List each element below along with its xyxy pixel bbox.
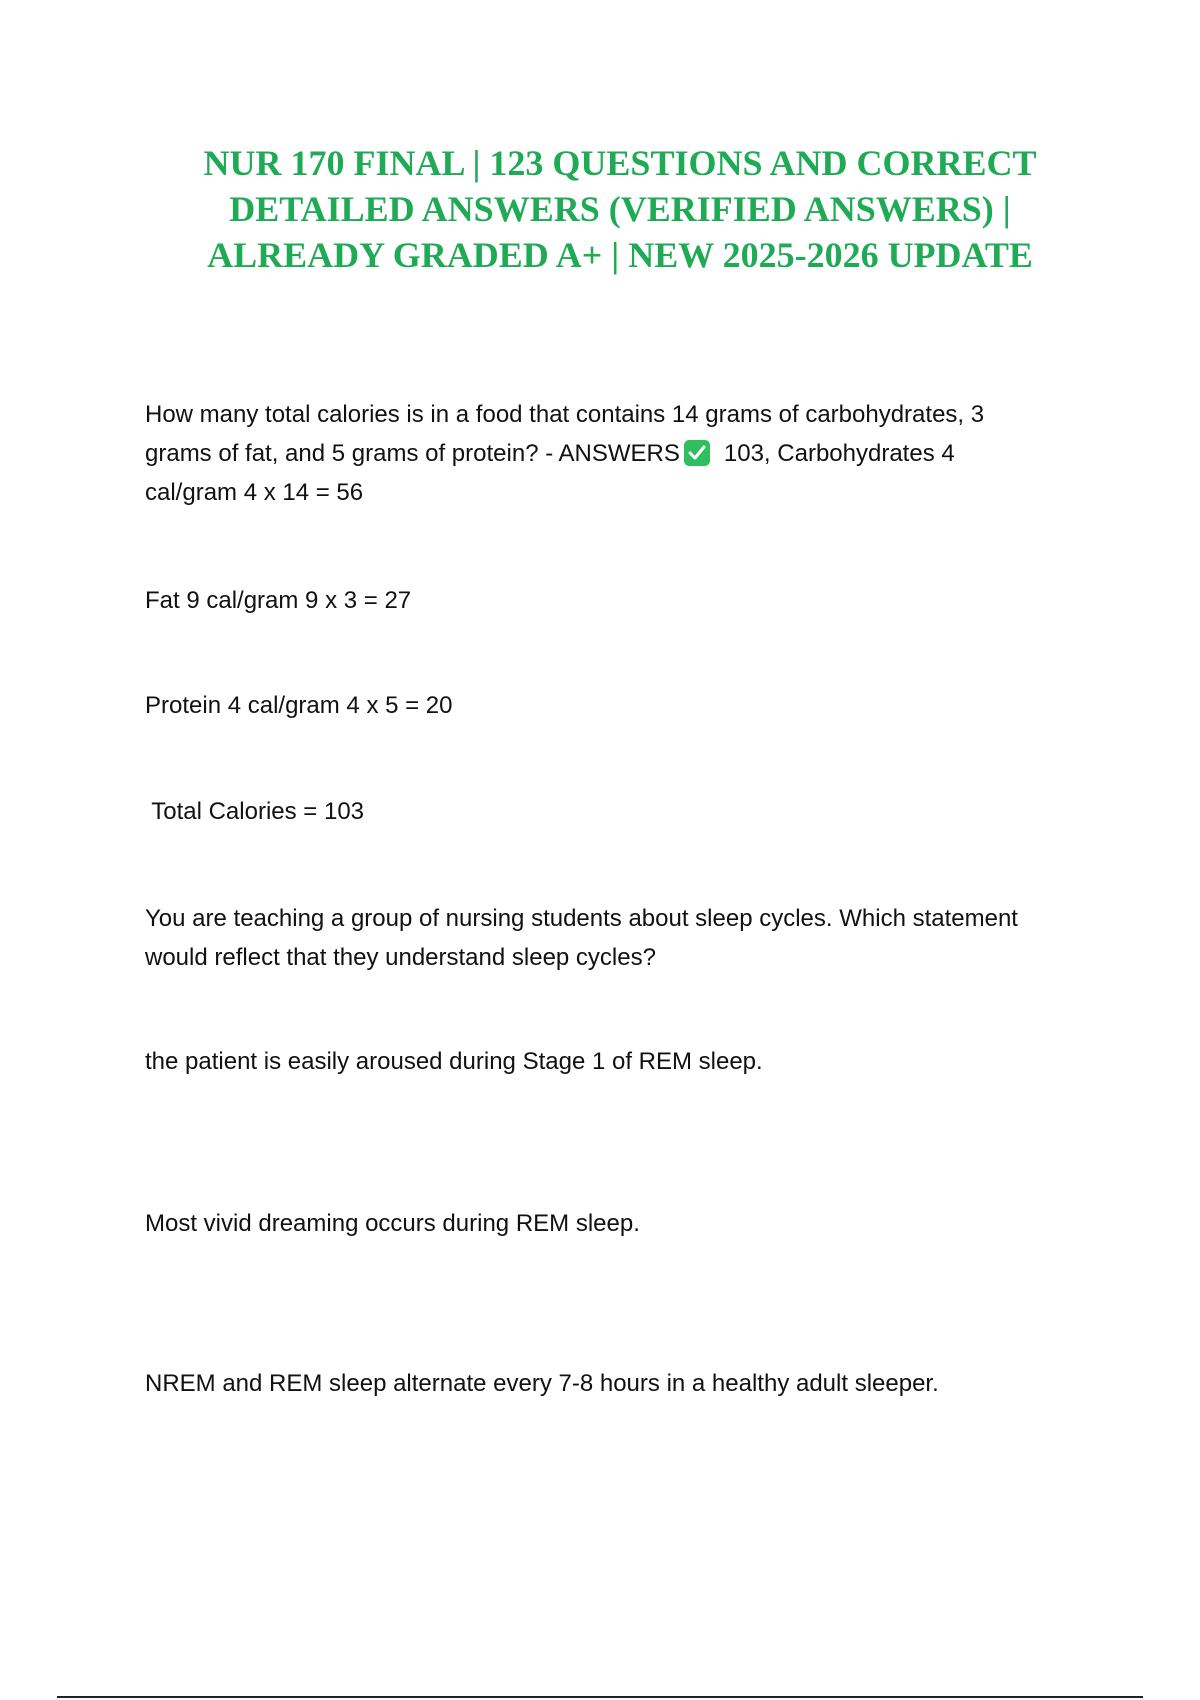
check-mark-icon <box>684 440 710 466</box>
option-3 <box>145 1364 1105 1403</box>
fat-calculation-text: Fat 9 cal/gram 9 x 3 = 27 <box>145 587 412 614</box>
question-1-line-2 <box>145 434 1105 473</box>
footer-divider <box>57 1696 1143 1698</box>
question-1-line-3: cal/gram 4 x 14 = 56 <box>145 479 364 506</box>
answer-text: 103, Carbohydrates 4 <box>723 440 955 467</box>
protein-calculation-text: Protein 4 cal/gram 4 x 5 = 20 <box>145 692 453 719</box>
title-line-2: DETAILED ANSWERS (VERIFIED ANSWERS) | <box>229 189 1011 229</box>
question-1-line-1: How many total calories is in a food that contains 14 grams of carbohydrates, 3 <box>145 401 985 428</box>
question-1-text: grams of fat, and 5 grams of protein? - ANSWERS <box>145 440 680 467</box>
option-1-text: the patient is easily aroused during Stage 1 of REM sleep. <box>145 1048 763 1075</box>
option-2-text: Most vivid dreaming occurs during REM sleep. <box>145 1210 640 1237</box>
question-2-line-1: You are teaching a group of nursing students about sleep cycles. Which statement <box>145 905 1018 932</box>
question-1 <box>145 395 1105 512</box>
option-2 <box>145 1204 1105 1243</box>
title-line-1: NUR 170 FINAL | 123 QUESTIONS AND CORRECT <box>203 143 1037 183</box>
option-3-text: NREM and REM sleep alternate every 7-8 hours in a healthy adult sleeper. <box>145 1370 939 1397</box>
total-calories <box>145 792 1105 831</box>
total-calories-text: Total Calories = 103 <box>145 798 365 825</box>
option-1 <box>145 1042 1105 1081</box>
title-line-3: ALREADY GRADED A+ | NEW 2025-2026 UPDATE <box>207 235 1033 275</box>
fat-calculation <box>145 581 1105 620</box>
document-title <box>120 140 1120 278</box>
question-2 <box>145 899 1105 977</box>
question-2-line-2: would reflect that they understand sleep cycles? <box>145 944 656 971</box>
protein-calculation <box>145 686 1105 725</box>
